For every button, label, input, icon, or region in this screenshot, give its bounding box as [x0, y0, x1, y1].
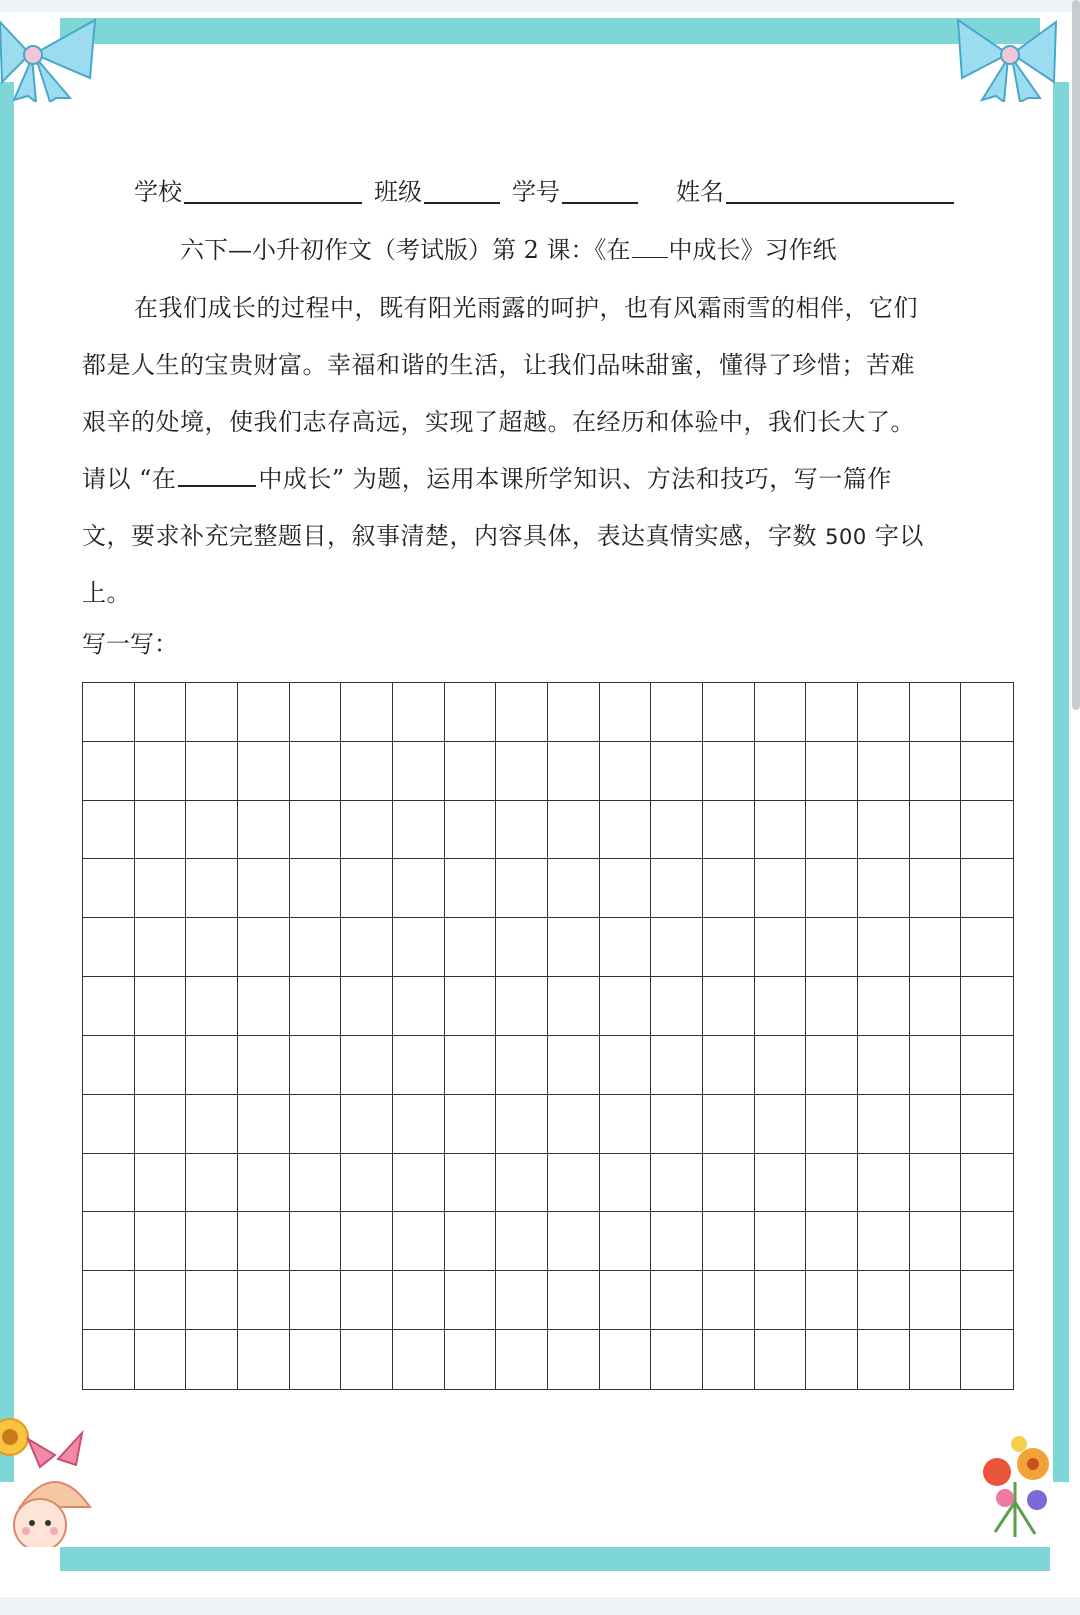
grid-cell[interactable]	[910, 1154, 962, 1213]
grid-cell[interactable]	[445, 1036, 497, 1095]
grid-cell[interactable]	[393, 683, 445, 742]
grid-cell[interactable]	[755, 1036, 807, 1095]
bow-ribbon-icon	[0, 12, 110, 102]
grid-cell[interactable]	[83, 683, 135, 742]
student-info-row	[134, 172, 994, 208]
grid-cell[interactable]	[600, 977, 652, 1036]
prompt-text: 字以	[874, 522, 924, 550]
grid-cell[interactable]	[496, 1154, 548, 1213]
grid-cell[interactable]	[548, 801, 600, 860]
grid-cell[interactable]	[703, 801, 755, 860]
grid-cell[interactable]	[238, 859, 290, 918]
grid-cell[interactable]	[961, 1212, 1013, 1271]
grid-cell[interactable]	[445, 683, 497, 742]
grid-cell[interactable]	[186, 1330, 238, 1389]
grid-cell[interactable]	[806, 801, 858, 860]
grid-cell[interactable]	[755, 801, 807, 860]
grid-cell[interactable]	[445, 1212, 497, 1271]
grid-cell[interactable]	[703, 683, 755, 742]
grid-cell[interactable]	[393, 1154, 445, 1213]
prompt-text: 文，要求补充完整题目，叙事清楚，内容具体，表达真情实感，字数	[82, 522, 817, 550]
grid-cell[interactable]	[135, 1095, 187, 1154]
grid-cell[interactable]	[83, 1095, 135, 1154]
grid-cell[interactable]	[600, 1212, 652, 1271]
grid-cell[interactable]	[651, 1271, 703, 1330]
grid-cell[interactable]	[806, 1330, 858, 1389]
grid-cell[interactable]	[548, 1095, 600, 1154]
grid-cell[interactable]	[496, 683, 548, 742]
grid-cell[interactable]	[135, 801, 187, 860]
grid-cell[interactable]	[600, 1330, 652, 1389]
grid-cell[interactable]	[341, 1271, 393, 1330]
worksheet-title	[180, 230, 837, 265]
grid-cell[interactable]	[341, 977, 393, 1036]
grid-cell[interactable]	[135, 1330, 187, 1389]
grid-cell[interactable]	[186, 801, 238, 860]
student-number-label: 学号	[512, 178, 560, 206]
grid-cell[interactable]	[290, 683, 342, 742]
grid-cell[interactable]	[858, 801, 910, 860]
grid-cell[interactable]	[496, 918, 548, 977]
grid-cell[interactable]	[83, 918, 135, 977]
grid-cell[interactable]	[961, 1271, 1013, 1330]
grid-cell[interactable]	[238, 1330, 290, 1389]
grid-cell[interactable]	[496, 1330, 548, 1389]
grid-cell[interactable]	[961, 1095, 1013, 1154]
grid-cell[interactable]	[238, 1095, 290, 1154]
grid-cell[interactable]	[548, 1036, 600, 1095]
grid-cell[interactable]	[651, 1154, 703, 1213]
grid-cell[interactable]	[858, 742, 910, 801]
grid-cell[interactable]	[238, 977, 290, 1036]
grid-cell[interactable]	[393, 1271, 445, 1330]
grid-cell[interactable]	[755, 1154, 807, 1213]
flower-bouquet-icon	[975, 1422, 1060, 1542]
prompt-line: 都是人生的宝贵财富。幸福和谐的生活，让我们品味甜蜜，懂得了珍惜；苦难	[82, 351, 915, 379]
grid-cell[interactable]	[703, 918, 755, 977]
grid-cell[interactable]	[290, 859, 342, 918]
cartoon-girl-icon	[0, 1397, 100, 1547]
word-count-number: 500	[825, 525, 867, 549]
prompt-line	[82, 459, 978, 494]
grid-cell[interactable]	[445, 1095, 497, 1154]
grid-cell[interactable]	[393, 801, 445, 860]
grid-cell[interactable]	[186, 1271, 238, 1330]
grid-cell[interactable]	[290, 801, 342, 860]
grid-cell[interactable]	[135, 1154, 187, 1213]
grid-cell[interactable]	[496, 801, 548, 860]
grid-cell[interactable]	[703, 977, 755, 1036]
grid-cell[interactable]	[290, 1330, 342, 1389]
grid-cell[interactable]	[290, 1095, 342, 1154]
grid-cell[interactable]	[755, 742, 807, 801]
grid-cell[interactable]	[600, 1036, 652, 1095]
grid-cell[interactable]	[83, 1212, 135, 1271]
grid-cell[interactable]	[703, 1154, 755, 1213]
grid-cell[interactable]	[341, 1036, 393, 1095]
worksheet-page	[0, 12, 1080, 1597]
grid-cell[interactable]	[600, 801, 652, 860]
grid-cell[interactable]	[186, 742, 238, 801]
grid-cell[interactable]	[290, 1271, 342, 1330]
grid-cell[interactable]	[445, 742, 497, 801]
student-number-blank-line[interactable]	[562, 202, 638, 204]
grid-cell[interactable]	[600, 1154, 652, 1213]
grid-cell[interactable]	[858, 1036, 910, 1095]
grid-cell[interactable]	[755, 683, 807, 742]
prompt-text: 中成长” 为题，运用本课所学知识、方法和技巧，写一篇作	[258, 465, 892, 493]
name-blank-line[interactable]	[726, 202, 954, 204]
prompt-line: 艰辛的处境，使我们志存高远，实现了超越。在经历和体验中，我们长大了。	[82, 408, 915, 436]
grid-cell[interactable]	[496, 1036, 548, 1095]
grid-cell[interactable]	[548, 918, 600, 977]
grid-cell[interactable]	[186, 977, 238, 1036]
grid-cell[interactable]	[600, 1271, 652, 1330]
grid-cell[interactable]	[961, 1154, 1013, 1213]
grid-cell[interactable]	[600, 683, 652, 742]
grid-cell[interactable]	[83, 1330, 135, 1389]
prompt-line: 在我们成长的过程中，既有阳光雨露的呵护，也有风霜雨雪的相伴，它们	[134, 294, 918, 322]
grid-cell[interactable]	[858, 859, 910, 918]
grid-cell[interactable]	[858, 1271, 910, 1330]
grid-cell[interactable]	[393, 1036, 445, 1095]
grid-cell[interactable]	[238, 683, 290, 742]
grid-cell[interactable]	[186, 1154, 238, 1213]
write-section-label: 写一写：	[82, 630, 178, 658]
grid-cell[interactable]	[858, 918, 910, 977]
grid-cell[interactable]	[445, 977, 497, 1036]
scrollbar-thumb[interactable]	[1072, 0, 1080, 710]
grid-cell[interactable]	[703, 859, 755, 918]
grid-cell[interactable]	[548, 1271, 600, 1330]
grid-cell[interactable]	[806, 1271, 858, 1330]
grid-cell[interactable]	[703, 742, 755, 801]
frame-left-border	[0, 82, 14, 1482]
grid-cell[interactable]	[961, 683, 1013, 742]
grid-cell[interactable]	[393, 859, 445, 918]
class-blank-line[interactable]	[424, 202, 500, 204]
grid-cell[interactable]	[651, 918, 703, 977]
grid-cell[interactable]	[341, 742, 393, 801]
grid-cell[interactable]	[496, 859, 548, 918]
grid-cell[interactable]	[910, 1212, 962, 1271]
grid-cell[interactable]	[651, 742, 703, 801]
grid-cell[interactable]	[858, 977, 910, 1036]
grid-cell[interactable]	[703, 1095, 755, 1154]
grid-cell[interactable]	[548, 683, 600, 742]
grid-cell[interactable]	[858, 1212, 910, 1271]
grid-cell[interactable]	[651, 801, 703, 860]
grid-cell[interactable]	[651, 859, 703, 918]
prompt-text: 请以 “在	[82, 465, 177, 493]
grid-cell[interactable]	[651, 1036, 703, 1095]
grid-cell[interactable]	[651, 1330, 703, 1389]
prompt-line: 上。	[82, 579, 131, 607]
grid-cell[interactable]	[755, 859, 807, 918]
grid-cell[interactable]	[858, 1095, 910, 1154]
grid-cell[interactable]	[910, 1330, 962, 1389]
grid-cell[interactable]	[445, 801, 497, 860]
grid-cell[interactable]	[341, 859, 393, 918]
title-suffix: 中成长》习作纸	[668, 236, 837, 264]
grid-cell[interactable]	[961, 801, 1013, 860]
grid-cell[interactable]	[135, 1271, 187, 1330]
grid-cell[interactable]	[806, 859, 858, 918]
grid-cell[interactable]	[238, 742, 290, 801]
grid-cell[interactable]	[393, 1330, 445, 1389]
grid-cell[interactable]	[341, 1154, 393, 1213]
grid-cell[interactable]	[651, 977, 703, 1036]
grid-cell[interactable]	[600, 859, 652, 918]
grid-cell[interactable]	[910, 1271, 962, 1330]
grid-cell[interactable]	[755, 918, 807, 977]
grid-cell[interactable]	[910, 1036, 962, 1095]
grid-cell[interactable]	[341, 1330, 393, 1389]
grid-cell[interactable]	[445, 1154, 497, 1213]
grid-cell[interactable]	[238, 1271, 290, 1330]
grid-cell[interactable]	[135, 683, 187, 742]
grid-cell[interactable]	[858, 1330, 910, 1389]
grid-cell[interactable]	[496, 1212, 548, 1271]
school-label: 学校	[134, 178, 182, 206]
grid-cell[interactable]	[83, 977, 135, 1036]
grid-cell[interactable]	[961, 1330, 1013, 1389]
grid-cell[interactable]	[651, 683, 703, 742]
grid-cell[interactable]	[393, 977, 445, 1036]
bow-ribbon-icon	[948, 12, 1058, 102]
grid-cell[interactable]	[703, 1271, 755, 1330]
grid-cell[interactable]	[186, 1095, 238, 1154]
grid-cell[interactable]	[806, 1036, 858, 1095]
grid-cell[interactable]	[135, 1212, 187, 1271]
grid-cell[interactable]	[548, 1212, 600, 1271]
grid-cell[interactable]	[600, 1095, 652, 1154]
grid-cell[interactable]	[961, 977, 1013, 1036]
grid-cell[interactable]	[910, 977, 962, 1036]
grid-cell[interactable]	[186, 918, 238, 977]
grid-cell[interactable]	[910, 1095, 962, 1154]
grid-cell[interactable]	[341, 801, 393, 860]
grid-cell[interactable]	[548, 1154, 600, 1213]
grid-cell[interactable]	[135, 742, 187, 801]
grid-cell[interactable]	[961, 859, 1013, 918]
grid-cell[interactable]	[910, 742, 962, 801]
grid-cell[interactable]	[445, 859, 497, 918]
grid-cell[interactable]	[83, 1154, 135, 1213]
grid-cell[interactable]	[496, 977, 548, 1036]
grid-cell[interactable]	[290, 1036, 342, 1095]
grid-cell[interactable]	[393, 742, 445, 801]
class-label: 班级	[374, 178, 422, 206]
prompt-line	[82, 516, 978, 551]
grid-cell[interactable]	[445, 1271, 497, 1330]
grid-cell[interactable]	[186, 859, 238, 918]
grid-cell[interactable]	[445, 918, 497, 977]
grid-cell[interactable]	[755, 977, 807, 1036]
grid-cell[interactable]	[910, 859, 962, 918]
grid-cell[interactable]	[83, 801, 135, 860]
grid-cell[interactable]	[83, 742, 135, 801]
grid-cell[interactable]	[186, 1036, 238, 1095]
topic-blank	[178, 463, 256, 487]
grid-cell[interactable]	[858, 1154, 910, 1213]
grid-cell[interactable]	[651, 1212, 703, 1271]
grid-cell[interactable]	[910, 683, 962, 742]
grid-cell[interactable]	[238, 801, 290, 860]
grid-cell[interactable]	[755, 1271, 807, 1330]
grid-cell[interactable]	[806, 683, 858, 742]
frame-bottom-border	[60, 1547, 1050, 1571]
grid-cell[interactable]	[806, 742, 858, 801]
writing-grid[interactable]	[82, 682, 1014, 1390]
grid-cell[interactable]	[135, 977, 187, 1036]
grid-cell[interactable]	[290, 918, 342, 977]
grid-cell[interactable]	[341, 918, 393, 977]
grid-cell[interactable]	[393, 1095, 445, 1154]
grid-cell[interactable]	[83, 859, 135, 918]
grid-cell[interactable]	[290, 1154, 342, 1213]
frame-top-border	[60, 18, 1040, 44]
grid-cell[interactable]	[393, 918, 445, 977]
grid-cell[interactable]	[496, 1095, 548, 1154]
title-prefix: 六下—小升初作文（考试版）第 2 课：《在	[180, 236, 631, 264]
grid-cell[interactable]	[135, 1036, 187, 1095]
grid-cell[interactable]	[600, 742, 652, 801]
grid-cell[interactable]	[238, 918, 290, 977]
grid-cell[interactable]	[135, 859, 187, 918]
grid-cell[interactable]	[961, 742, 1013, 801]
title-blank	[632, 235, 668, 258]
grid-cell[interactable]	[910, 918, 962, 977]
name-label: 姓名	[676, 178, 724, 206]
grid-cell[interactable]	[341, 683, 393, 742]
grid-cell[interactable]	[548, 859, 600, 918]
grid-cell[interactable]	[238, 1036, 290, 1095]
grid-cell[interactable]	[755, 1330, 807, 1389]
grid-cell[interactable]	[703, 1330, 755, 1389]
grid-cell[interactable]	[290, 977, 342, 1036]
grid-cell[interactable]	[83, 1271, 135, 1330]
grid-cell[interactable]	[961, 1036, 1013, 1095]
grid-cell[interactable]	[703, 1036, 755, 1095]
grid-cell[interactable]	[548, 742, 600, 801]
grid-cell[interactable]	[548, 977, 600, 1036]
grid-cell[interactable]	[238, 1212, 290, 1271]
grid-cell[interactable]	[238, 1154, 290, 1213]
grid-cell[interactable]	[341, 1095, 393, 1154]
grid-cell[interactable]	[290, 742, 342, 801]
grid-cell[interactable]	[83, 1036, 135, 1095]
grid-cell[interactable]	[806, 918, 858, 977]
grid-cell[interactable]	[600, 918, 652, 977]
grid-cell[interactable]	[703, 1212, 755, 1271]
frame-right-border	[1053, 82, 1069, 1482]
grid-cell[interactable]	[496, 742, 548, 801]
grid-cell[interactable]	[961, 918, 1013, 977]
grid-cell[interactable]	[806, 1095, 858, 1154]
grid-cell[interactable]	[496, 1271, 548, 1330]
grid-cell[interactable]	[393, 1212, 445, 1271]
grid-cell[interactable]	[651, 1095, 703, 1154]
grid-cell[interactable]	[910, 801, 962, 860]
grid-cell[interactable]	[755, 1212, 807, 1271]
grid-cell[interactable]	[186, 683, 238, 742]
grid-cell[interactable]	[806, 1154, 858, 1213]
grid-cell[interactable]	[548, 1330, 600, 1389]
grid-cell[interactable]	[186, 1212, 238, 1271]
grid-cell[interactable]	[755, 1095, 807, 1154]
grid-cell[interactable]	[290, 1212, 342, 1271]
grid-cell[interactable]	[135, 918, 187, 977]
grid-cell[interactable]	[858, 683, 910, 742]
grid-cell[interactable]	[806, 1212, 858, 1271]
school-blank-line[interactable]	[184, 202, 362, 204]
grid-cell[interactable]	[806, 977, 858, 1036]
grid-cell[interactable]	[341, 1212, 393, 1271]
grid-cell[interactable]	[445, 1330, 497, 1389]
